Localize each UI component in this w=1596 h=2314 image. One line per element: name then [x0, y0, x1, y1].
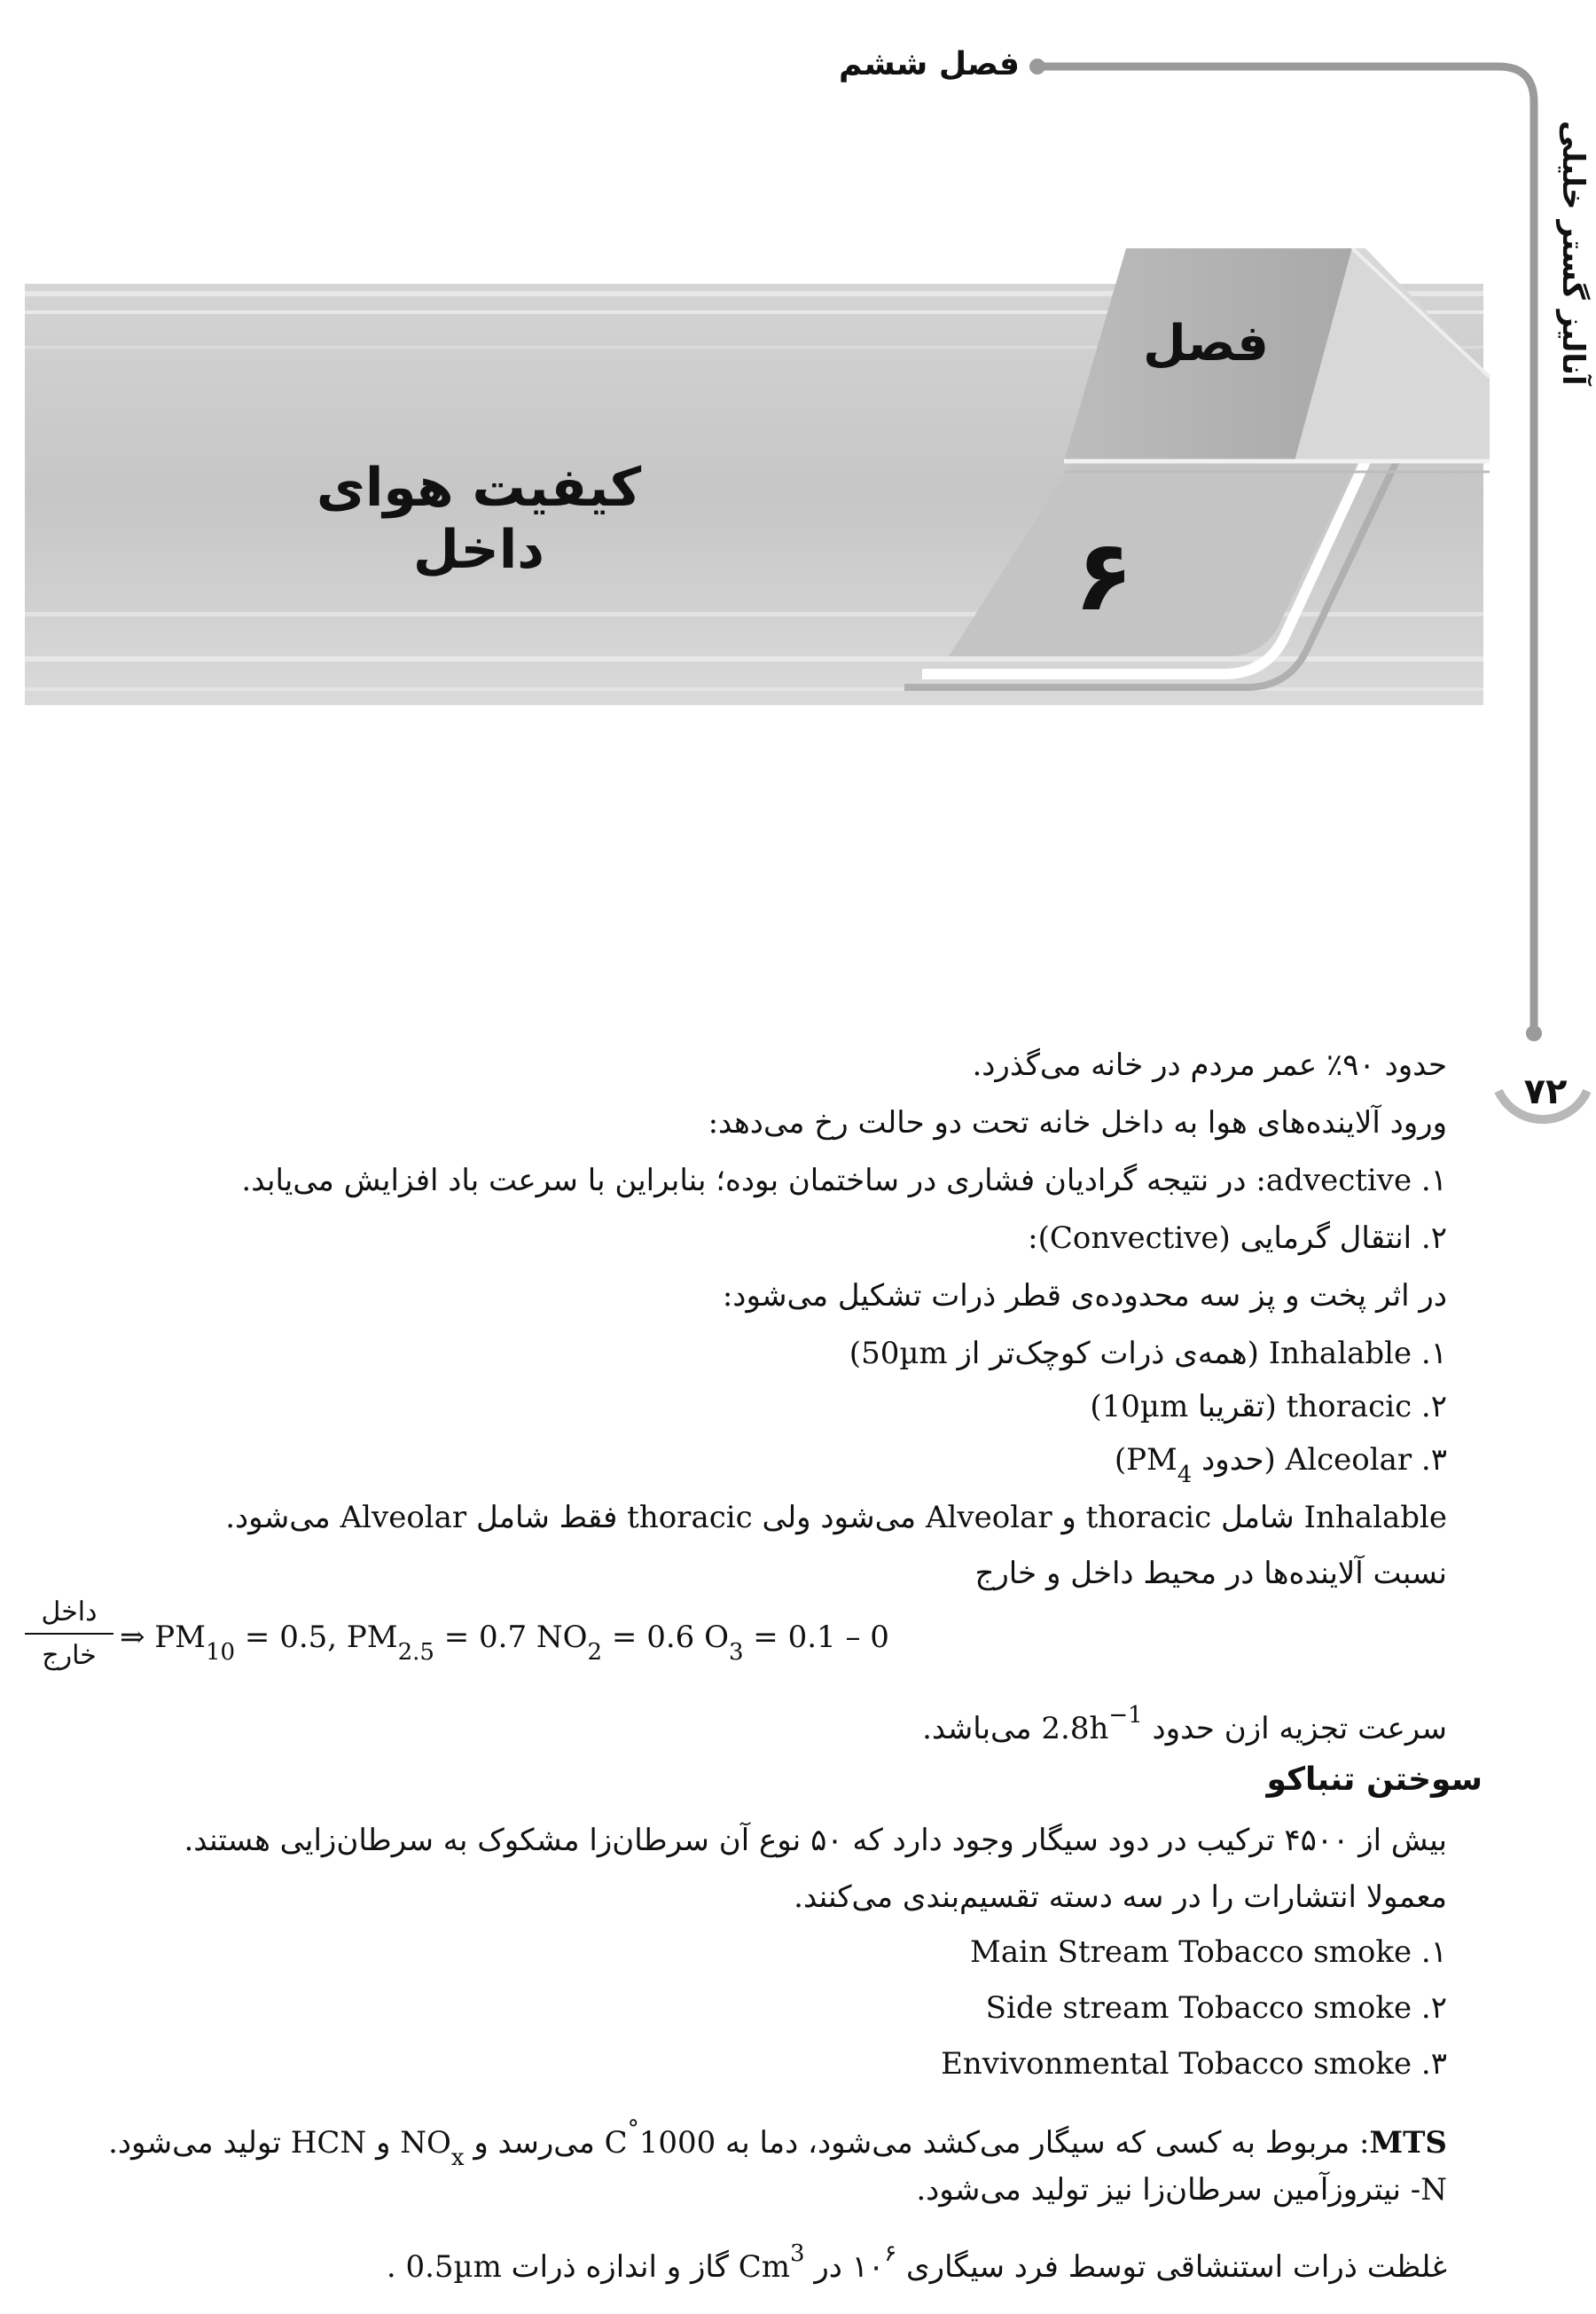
- indoor-outdoor-fraction: [25, 1596, 113, 1671]
- body-line-inhalable-note: Inhalable شامل thoracic و Alveolar می‌شود ولی thoracic فقط شامل Alveolar می‌شود.: [225, 1500, 1447, 1535]
- list-item-alveolar: ۳. Alceolar (حدود $PM_4$): [1114, 1442, 1447, 1488]
- list-item-side-stream: ۲. Side stream Tobacco smoke: [985, 1990, 1447, 2026]
- body-line-nitrosamine: N- نیتروزآمین سرطان‌زا نیز تولید می‌شود.: [916, 2172, 1447, 2208]
- chapter-title: کیفیت هوای داخل: [316, 457, 642, 581]
- fraction-numerator: داخل: [25, 1596, 113, 1635]
- body-line-mts: MTS: مربوط به کسی که سیگار می‌کشد می‌شود، دما به 1000°C می‌رسد و $NO_x$ و HCN تولید می‌شود.: [108, 2116, 1447, 2171]
- chapter-label: فصل: [1143, 315, 1269, 373]
- list-item-environmental: ۳. Envivonmental Tobacco smoke: [941, 2046, 1447, 2082]
- ratio-formula: ⇒ $PM_{10} = 0.5$, $PM_{2.5} = 0.7$ $NO_2 = 0.6$ $O_3 = 0.1 - 0$: [120, 1620, 889, 1666]
- chapter-number: ۶: [1074, 519, 1134, 632]
- body-line-compounds: بیش از ۴۵۰۰ ترکیب در دود سیگار وجود دارد که ۵۰ نوع آن سرطان‌زا مشکوک به سرطان‌زایی هستند.: [184, 1823, 1447, 1858]
- page-number: ۷۲: [1523, 1071, 1568, 1112]
- list-item-thoracic: ۲. thoracic (تقریبا 10µm): [1090, 1389, 1447, 1424]
- body-line-cooking: در اثر پخت و پز سه محدوده‌ی قطر ذرات تشکیل می‌شود:: [722, 1278, 1447, 1314]
- running-chapter-title: فصل ششم: [839, 46, 1020, 82]
- body-line-ozone: سرعت تجزیه ازن حدود $2.8h^{-1}$ می‌باشد.: [922, 1702, 1447, 1746]
- body-line-concentration: غلظت ذرات استنشاقی توسط فرد سیگاری $۱۰^۶$ در Cm$^3$ گاز و اندازه ذرات 0.5µm .: [386, 2240, 1447, 2285]
- side-running-label: آنالیز گستر خلیلی: [1555, 120, 1591, 386]
- section-heading-tobacco: سوختن تنباکو: [1266, 1761, 1483, 1798]
- list-item-convective: ۲. انتقال گرمایی (Convective):: [1028, 1220, 1447, 1256]
- body-line-2: ورود آلاینده‌های هوا به داخل خانه تحت دو حالت رخ می‌دهد:: [708, 1105, 1447, 1141]
- list-item-advective: ۱. advective: در نتیجه گرادیان فشاری در ساختمان بوده؛ بنابراین با سرعت باد افزایش می‌یابد.: [241, 1163, 1447, 1198]
- list-item-inhalable: ۱. Inhalable (همه‌ی ذرات کوچک‌تر از 50µm): [849, 1336, 1447, 1371]
- list-item-main-stream: ۱. Main Stream Tobacco smoke: [970, 1934, 1447, 1970]
- body-line-ratio-intro: نسبت آلاینده‌ها در محیط داخل و خارج: [974, 1556, 1447, 1591]
- body-line-categories: معمولا انتشارات را در سه دسته تقسیم‌بندی می‌کنند.: [794, 1879, 1447, 1915]
- fraction-denominator: خارج: [42, 1640, 97, 1671]
- body-line-1: حدود ۹۰٪ عمر مردم در خانه می‌گذرد.: [972, 1047, 1447, 1083]
